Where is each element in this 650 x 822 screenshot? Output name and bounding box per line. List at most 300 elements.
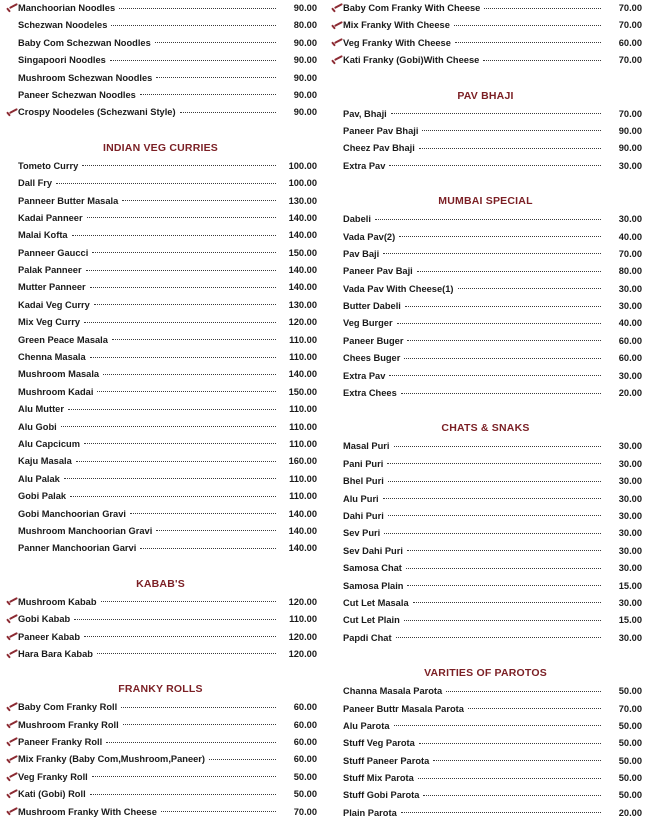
menu-item-name: Hara Bara Kabab — [18, 648, 93, 659]
menu-item-row — [4, 349, 317, 366]
leader-dots — [90, 287, 276, 288]
menu-item-row — [4, 471, 317, 488]
menu-item-row — [4, 245, 317, 262]
menu-item-row — [4, 262, 317, 279]
check-mark-icon — [4, 736, 18, 750]
menu-item-row — [4, 751, 317, 768]
tick-spacer — [329, 754, 343, 768]
menu-item-name: Mutter Panneer — [18, 282, 86, 293]
leader-dots — [87, 217, 276, 218]
menu-item-row — [4, 717, 317, 734]
leader-dots — [97, 391, 276, 392]
menu-item-name: Paneer Buger — [343, 335, 404, 346]
menu-item-row — [4, 734, 317, 751]
menu-item-name: Alu Palak — [18, 473, 60, 484]
menu-item-price: 90.00 — [293, 37, 317, 48]
section-title: MUMBAI SPECIAL — [438, 195, 533, 208]
menu-item-price: 50.00 — [293, 771, 317, 782]
leader-dots — [119, 8, 276, 9]
menu-item-row — [4, 158, 317, 175]
menu-item-price: 60.00 — [618, 335, 642, 346]
menu-item-name: Samosa Chat — [343, 563, 402, 574]
menu-item-row — [4, 227, 317, 244]
tick-spacer — [4, 299, 18, 313]
leader-dots — [122, 200, 276, 201]
leader-dots — [433, 760, 601, 761]
menu-item-row — [4, 70, 317, 87]
leader-dots — [388, 515, 601, 516]
menu-item-list — [329, 683, 642, 822]
menu-item-price: 30.00 — [618, 160, 642, 171]
leader-dots — [413, 602, 601, 603]
menu-item-row — [329, 368, 642, 385]
menu-item-price: 120.00 — [288, 317, 317, 328]
leader-dots — [94, 304, 276, 305]
tick-spacer — [329, 458, 343, 472]
leader-dots — [112, 339, 276, 340]
section-title: FRANKY ROLLS — [118, 683, 203, 696]
tick-spacer — [329, 317, 343, 331]
leader-dots — [405, 306, 601, 307]
menu-item-name: Stuff Veg Parota — [343, 738, 415, 749]
menu-item-name: Schezwan Noodeles — [18, 20, 108, 31]
menu-item-row — [4, 193, 317, 210]
tick-spacer — [329, 720, 343, 734]
menu-item-name: Extra Chees — [343, 388, 397, 399]
tick-spacer — [4, 316, 18, 330]
tick-spacer — [329, 614, 343, 628]
tick-spacer — [329, 702, 343, 716]
menu-item-name: Masal Puri — [343, 441, 390, 452]
menu-item-row — [329, 560, 642, 577]
menu-item-name: Kati Franky (Gobi)With Cheese — [343, 55, 480, 66]
menu-item-price: 50.00 — [618, 720, 642, 731]
leader-dots — [391, 113, 601, 114]
menu-item-name: Paneer Kabab — [18, 631, 81, 642]
leader-dots — [455, 42, 601, 43]
leader-dots — [484, 8, 601, 9]
menu-item-price: 30.00 — [618, 441, 642, 452]
section-gap — [329, 70, 642, 88]
menu-item-row — [329, 140, 642, 157]
menu-item-price: 90.00 — [293, 3, 317, 13]
menu-item-price: 70.00 — [293, 806, 317, 817]
check-mark-icon — [329, 2, 343, 16]
menu-item-row — [4, 699, 317, 716]
menu-item-price: 60.00 — [293, 702, 317, 713]
menu-item-price: 80.00 — [618, 266, 642, 277]
leader-dots — [82, 165, 276, 166]
menu-item-row — [4, 786, 317, 803]
check-mark-icon — [329, 36, 343, 50]
menu-item-row — [4, 453, 317, 470]
leader-dots — [419, 743, 601, 744]
leader-dots — [399, 236, 601, 237]
menu-section — [4, 140, 317, 558]
menu-item-name: Dahi Puri — [343, 510, 384, 521]
menu-item-row — [329, 735, 642, 752]
menu-item-name: Alu Capcicum — [18, 438, 80, 449]
menu-item-price: 30.00 — [618, 510, 642, 521]
menu-item-price: 90.00 — [293, 55, 317, 66]
menu-item-row — [4, 436, 317, 453]
menu-item-name: Cut Let Masala — [343, 597, 409, 608]
tick-spacer — [4, 19, 18, 33]
tick-spacer — [329, 387, 343, 401]
menu-item-row — [329, 438, 642, 455]
check-mark-icon — [4, 753, 18, 767]
leader-dots — [375, 219, 601, 220]
menu-item-name: Veg Franky With Cheese — [343, 37, 451, 48]
menu-item-row — [329, 787, 642, 804]
tick-spacer — [329, 125, 343, 139]
menu-item-name: Vada Pav(2) — [343, 231, 396, 242]
menu-item-name: Papdi Chat — [343, 632, 392, 643]
menu-item-name: Baby Com Franky Roll — [18, 702, 118, 713]
menu-item-name: Paneer Schezwan Noodles — [18, 89, 136, 100]
tick-spacer — [329, 631, 343, 645]
menu-item-name: Paneer Franky Roll — [18, 737, 103, 748]
menu-item-row — [329, 770, 642, 787]
tick-spacer — [329, 369, 343, 383]
leader-dots — [121, 707, 276, 708]
menu-item-row — [4, 297, 317, 314]
tick-spacer — [4, 54, 18, 68]
menu-item-row — [329, 106, 642, 123]
menu-item-row — [4, 87, 317, 104]
menu-item-row — [4, 210, 317, 227]
tick-spacer — [4, 420, 18, 434]
menu-item-price: 70.00 — [618, 20, 642, 31]
tick-spacer — [4, 36, 18, 50]
menu-item-row — [4, 769, 317, 786]
menu-item-name: Tometo Curry — [18, 160, 79, 171]
tick-spacer — [4, 351, 18, 365]
menu-item-row — [329, 281, 642, 298]
leader-dots — [103, 374, 276, 375]
section-title: PAV BHAJI — [457, 89, 514, 102]
menu-item-row — [4, 611, 317, 628]
menu-item-name: Cut Let Plain — [343, 615, 400, 626]
tick-spacer — [329, 142, 343, 156]
menu-item-price: 90.00 — [293, 72, 317, 83]
menu-item-row — [4, 401, 317, 418]
menu-item-price: 110.00 — [289, 491, 317, 502]
leader-dots — [389, 375, 601, 376]
menu-item-row — [4, 488, 317, 505]
menu-item-price: 40.00 — [618, 318, 642, 329]
menu-item-price: 140.00 — [288, 525, 317, 536]
menu-item-name: Extra Pav — [343, 370, 386, 381]
menu-item-price: 80.00 — [293, 20, 317, 31]
section-gap — [329, 175, 642, 193]
menu-item-price: 110.00 — [289, 473, 317, 484]
check-mark-icon — [329, 54, 343, 68]
menu-item-row — [329, 543, 642, 560]
menu-item-price: 60.00 — [293, 719, 317, 730]
leader-dots — [84, 636, 276, 637]
menu-item-name: Baby Com Schezwan Noodles — [18, 37, 151, 48]
menu-item-name: Mushroom Franky With Cheese — [18, 806, 157, 817]
leader-dots — [404, 620, 601, 621]
menu-item-row — [329, 333, 642, 350]
menu-item-price: 140.00 — [288, 212, 317, 223]
section-gap — [329, 647, 642, 665]
menu-item-name: Panner Manchoorian Garvi — [18, 543, 137, 554]
tick-spacer — [329, 544, 343, 558]
menu-item-price: 30.00 — [618, 283, 642, 294]
menu-item-price: 110.00 — [289, 404, 317, 415]
menu-item-name: Extra Pav — [343, 160, 386, 171]
tick-spacer — [4, 455, 18, 469]
leader-dots — [458, 288, 602, 289]
menu-item-name: Chenna Masala — [18, 352, 86, 363]
tick-spacer — [329, 230, 343, 244]
menu-item-row — [4, 419, 317, 436]
menu-item-price: 130.00 — [288, 195, 317, 206]
menu-item-row — [4, 506, 317, 523]
leader-dots — [397, 323, 601, 324]
menu-item-row — [329, 0, 642, 17]
check-mark-icon — [4, 613, 18, 627]
menu-item-row — [329, 35, 642, 52]
tick-spacer — [329, 492, 343, 506]
tick-spacer — [4, 246, 18, 260]
menu-item-price: 50.00 — [618, 738, 642, 749]
leader-dots — [97, 653, 276, 654]
tick-spacer — [4, 71, 18, 85]
menu-section — [329, 0, 642, 70]
tick-spacer — [4, 368, 18, 382]
menu-item-name: Vada Pav With Cheese(1) — [343, 283, 454, 294]
tick-spacer — [329, 440, 343, 454]
menu-section — [329, 420, 642, 647]
leader-dots — [406, 568, 601, 569]
tick-spacer — [4, 264, 18, 278]
menu-item-row — [329, 456, 642, 473]
menu-item-name: Panneer Butter Masala — [18, 195, 119, 206]
section-title: CHATS & SNAKS — [441, 422, 530, 435]
menu-item-price: 110.00 — [289, 438, 317, 449]
menu-item-price: 90.00 — [618, 125, 642, 136]
menu-item-row — [329, 298, 642, 315]
menu-item-name: Sev Puri — [343, 528, 381, 539]
leader-dots — [155, 42, 276, 43]
menu-item-name: Paneer Pav Baji — [343, 266, 413, 277]
menu-item-price: 150.00 — [288, 247, 317, 258]
section-title: KABAB'S — [136, 577, 185, 590]
tick-spacer — [329, 107, 343, 121]
menu-item-row — [4, 540, 317, 557]
menu-item-name: Paneer Buttr Masala Parota — [343, 703, 464, 714]
tick-spacer — [329, 527, 343, 541]
menu-item-name: Kadai Panneer — [18, 212, 83, 223]
menu-item-row — [329, 683, 642, 700]
menu-item-name: Alu Parota — [343, 720, 390, 731]
menu-item-price: 30.00 — [618, 370, 642, 381]
menu-item-row — [329, 525, 642, 542]
menu-item-row — [329, 158, 642, 175]
menu-item-name: Mushroom Schezwan Noodles — [18, 72, 153, 83]
menu-item-price: 130.00 — [288, 299, 317, 310]
leader-dots — [407, 550, 601, 551]
leader-dots — [423, 795, 601, 796]
menu-item-name: Paneer Pav Bhaji — [343, 125, 419, 136]
leader-dots — [419, 148, 601, 149]
leader-dots — [90, 794, 276, 795]
tick-spacer — [4, 472, 18, 486]
menu-item-name: Stuff Mix Parota — [343, 773, 414, 784]
menu-section — [329, 88, 642, 176]
leader-dots — [68, 409, 276, 410]
menu-item-name: Green Peace Masala — [18, 334, 108, 345]
menu-item-row — [329, 315, 642, 332]
leader-dots — [387, 463, 601, 464]
tick-spacer — [329, 685, 343, 699]
leader-dots — [417, 271, 601, 272]
check-mark-icon — [4, 701, 18, 715]
leader-dots — [407, 585, 601, 586]
menu-item-price: 60.00 — [618, 37, 642, 48]
leader-dots — [394, 725, 602, 726]
menu-item-price: 110.00 — [289, 614, 317, 625]
tick-spacer — [4, 177, 18, 191]
menu-item-row — [4, 523, 317, 540]
tick-spacer — [329, 807, 343, 821]
menu-item-name: Bhel Puri — [343, 476, 384, 487]
menu-item-name: Alu Mutter — [18, 404, 64, 415]
menu-item-price: 150.00 — [288, 386, 317, 397]
menu-item-name: Mushroom Masala — [18, 369, 100, 380]
leader-dots — [404, 358, 601, 359]
leader-dots — [446, 691, 601, 692]
tick-spacer — [329, 510, 343, 524]
menu-item-row — [329, 491, 642, 508]
leader-dots — [161, 811, 276, 812]
leader-dots — [418, 778, 601, 779]
menu-item-name: Alu Gobi — [18, 421, 57, 432]
menu-item-price: 30.00 — [618, 597, 642, 608]
menu-item-row — [4, 646, 317, 663]
tick-spacer — [329, 579, 343, 593]
menu-item-price: 30.00 — [618, 632, 642, 643]
menu-item-row — [4, 332, 317, 349]
tick-spacer — [4, 403, 18, 417]
tick-spacer — [329, 772, 343, 786]
menu-item-row — [329, 350, 642, 367]
menu-item-name: Pani Puri — [343, 458, 384, 469]
leader-dots — [130, 513, 276, 514]
menu-item-row — [329, 17, 642, 34]
leader-dots — [86, 270, 276, 271]
menu-item-price: 30.00 — [618, 528, 642, 539]
menu-item-price: 100.00 — [288, 160, 317, 171]
leader-dots — [468, 708, 601, 709]
menu-item-price: 20.00 — [618, 388, 642, 399]
menu-item-row — [329, 473, 642, 490]
tick-spacer — [329, 159, 343, 173]
section-gap — [4, 122, 317, 140]
menu-item-name: Crospy Noodeles (Schezwani Style) — [18, 107, 176, 118]
section-gap — [4, 558, 317, 576]
menu-item-name: Channa Masala Parota — [343, 686, 443, 697]
leader-dots — [61, 426, 276, 427]
menu-item-name: Manchoorian Noodles — [18, 3, 116, 13]
menu-item-row — [329, 229, 642, 246]
menu-item-name: Butter Dabeli — [343, 301, 401, 312]
leader-dots — [384, 533, 601, 534]
menu-item-price: 30.00 — [618, 301, 642, 312]
leader-dots — [84, 443, 276, 444]
menu-item-price: 30.00 — [618, 493, 642, 504]
tick-spacer — [4, 438, 18, 452]
menu-item-list — [329, 0, 642, 70]
tick-spacer — [4, 281, 18, 295]
menu-item-price: 70.00 — [618, 55, 642, 66]
menu-item-list — [329, 211, 642, 402]
menu-item-row — [4, 279, 317, 296]
menu-item-row — [329, 701, 642, 718]
menu-item-name: Veg Burger — [343, 318, 393, 329]
tick-spacer — [4, 194, 18, 208]
menu-item-price: 140.00 — [288, 230, 317, 241]
menu-item-row — [4, 366, 317, 383]
menu-item-list — [329, 106, 642, 176]
menu-item-price: 100.00 — [288, 178, 317, 189]
leader-dots — [123, 724, 276, 725]
menu-item-list — [4, 158, 317, 558]
leader-dots — [101, 601, 276, 602]
menu-item-price: 70.00 — [618, 108, 642, 119]
menu-item-name: Mushroom Manchoorian Gravi — [18, 525, 153, 536]
tick-spacer — [4, 333, 18, 347]
menu-item-row — [4, 175, 317, 192]
leader-dots — [401, 393, 601, 394]
leader-dots — [106, 742, 276, 743]
menu-item-price: 110.00 — [289, 352, 317, 363]
menu-item-price: 120.00 — [288, 648, 317, 659]
menu-section — [329, 193, 642, 402]
menu-item-name: Sev Dahi Puri — [343, 545, 403, 556]
leader-dots — [383, 253, 601, 254]
tick-spacer — [4, 229, 18, 243]
menu-item-row — [4, 52, 317, 69]
menu-item-row — [329, 52, 642, 69]
menu-item-name: Mushroom Kabab — [18, 596, 97, 607]
check-mark-icon — [4, 630, 18, 644]
leader-dots — [454, 25, 601, 26]
menu-item-price: 70.00 — [618, 3, 642, 13]
menu-item-name: Kati (Gobi) Roll — [18, 789, 86, 800]
menu-item-price: 30.00 — [618, 563, 642, 574]
leader-dots — [74, 619, 276, 620]
menu-item-price: 60.00 — [618, 353, 642, 364]
leader-dots — [140, 548, 276, 549]
tick-spacer — [329, 737, 343, 751]
menu-item-price: 120.00 — [288, 596, 317, 607]
menu-item-row — [4, 314, 317, 331]
menu-item-price: 20.00 — [618, 807, 642, 818]
menu-item-price: 60.00 — [293, 737, 317, 748]
tick-spacer — [329, 213, 343, 227]
menu-item-price: 30.00 — [618, 545, 642, 556]
check-mark-icon — [4, 788, 18, 802]
menu-item-name: Alu Puri — [343, 493, 379, 504]
menu-item-name: Gobi Palak — [18, 491, 67, 502]
menu-item-name: Mushroom Kadai — [18, 386, 94, 397]
leader-dots — [156, 530, 276, 531]
menu-item-price: 90.00 — [618, 143, 642, 154]
